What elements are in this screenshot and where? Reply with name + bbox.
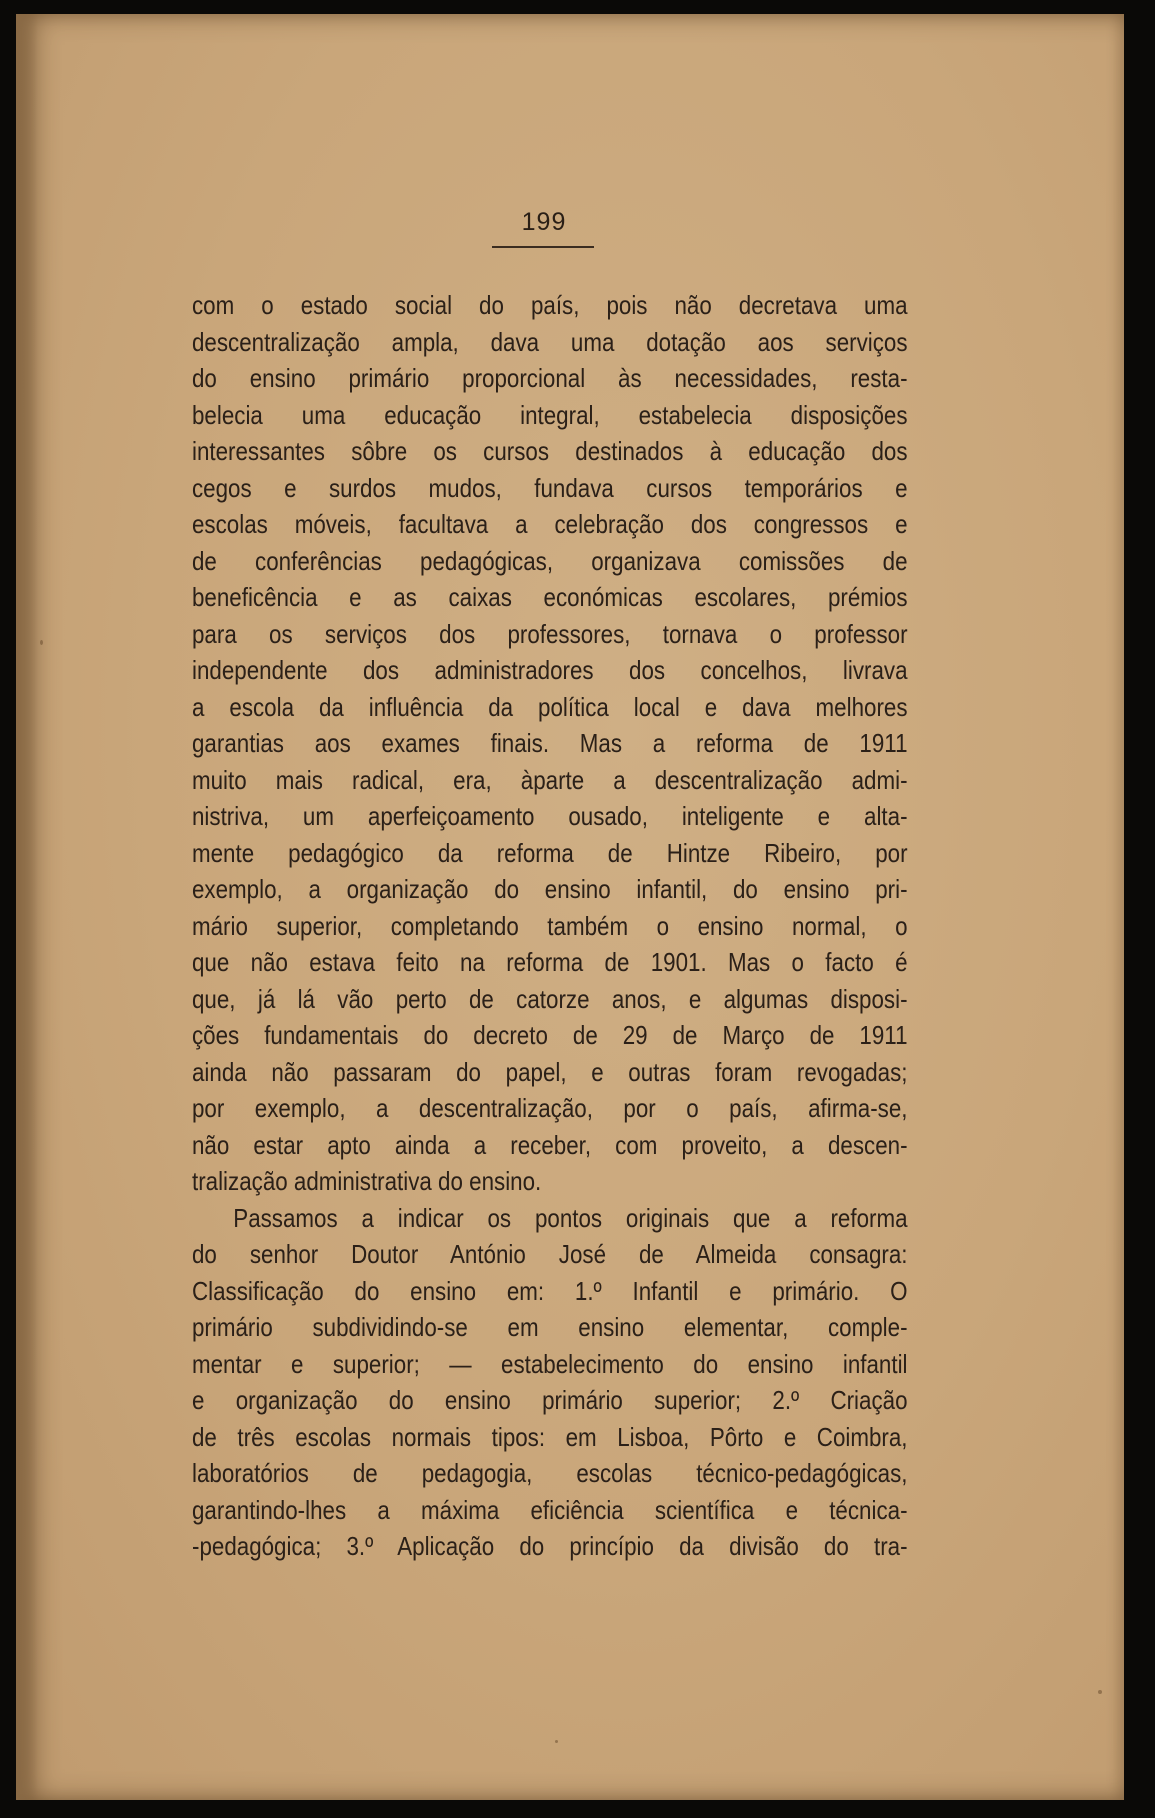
text-line: -pedagógica; 3.º Aplicação do princípio da divisão do tra- xyxy=(192,1531,908,1561)
text-line: mentar e superior; — estabelecimento do ensino infantil xyxy=(192,1348,908,1379)
text-line: independente dos administradores dos concelhos, livrava xyxy=(192,655,908,685)
paper-speck xyxy=(1098,1690,1102,1694)
text-line: que não estava feito na reforma de 1901. Mas o facto é xyxy=(192,947,908,977)
text-line: Classificação do ensino em: 1.º Infantil e primário. O xyxy=(192,1275,908,1306)
text-line: por exemplo, a descentralização, por o país, afirma-se, xyxy=(192,1093,908,1123)
text-line: cegos e surdos mudos, fundava cursos temporários e xyxy=(192,472,908,503)
paper-speck xyxy=(555,1740,558,1743)
page-number: 199 xyxy=(521,208,567,236)
text-line: nistriva, um aperfeiçoamento ousado, inteligente e alta- xyxy=(192,801,908,831)
text-line: ainda não passaram do papel, e outras foram revogadas; xyxy=(192,1056,908,1087)
text-line: tralização administrativa do ensino. xyxy=(192,1166,542,1196)
text-line: mente pedagógico da reforma de Hintze Ribeiro, por xyxy=(192,837,908,868)
text-line: não estar apto ainda a receber, com proveito, a descen- xyxy=(192,1129,908,1160)
text-line: do senhor Doutor António José de Almeida consagra: xyxy=(192,1239,908,1269)
body-text xyxy=(192,287,908,1565)
text-line: a escola da influência da política local e dava melhores xyxy=(192,691,908,722)
text-line: ções fundamentais do decreto de 29 de Março de 1911 xyxy=(192,1020,908,1050)
binding-edge xyxy=(16,14,38,1800)
text-line: descentralização ampla, dava uma dotação aos serviços xyxy=(192,326,908,357)
text-line: para os serviços dos professores, tornava o professor xyxy=(192,618,908,649)
text-line: interessantes sôbre os cursos destinados à educação dos xyxy=(192,436,908,466)
text-line: belecia uma educação integral, estabelecia disposições xyxy=(192,399,908,430)
text-line: do ensino primário proporcional às necessidades, resta- xyxy=(192,363,908,393)
text-line: de três escolas normais tipos: em Lisboa, Pôrto e Coimbra, xyxy=(192,1421,908,1452)
text-line: escolas móveis, facultava a celebração dos congressos e xyxy=(192,509,908,539)
text-line: garantias aos exames finais. Mas a reforma de 1911 xyxy=(192,728,908,758)
text-line: e organização do ensino primário superior; 2.º Criação xyxy=(192,1385,908,1415)
text-line: primário subdividindo-se em ensino elementar, comple- xyxy=(192,1312,908,1342)
text-line: exemplo, a organização do ensino infantil, do ensino pri- xyxy=(192,874,908,904)
paper-speck xyxy=(40,640,43,645)
text-line: que, já lá vão perto de catorze anos, e algumas disposi- xyxy=(192,983,908,1014)
text-line: mário superior, completando também o ensino normal, o xyxy=(192,910,908,941)
text-line: beneficência e as caixas económicas escolares, prémios xyxy=(192,582,908,612)
text-line: de conferências pedagógicas, organizava comissões de xyxy=(192,545,908,576)
text-line: Passamos a indicar os pontos originais que a reforma xyxy=(233,1202,908,1233)
text-line: garantindo-lhes a máxima eficiência scientífica e técnica- xyxy=(192,1494,908,1525)
text-line: laboratórios de pedagogia, escolas técnico-pedagógicas, xyxy=(192,1458,908,1488)
text-line: com o estado social do país, pois não decretava uma xyxy=(192,290,908,320)
text-line: muito mais radical, era, àparte a descentralização admi- xyxy=(192,764,908,795)
page-number-rule xyxy=(492,246,594,248)
